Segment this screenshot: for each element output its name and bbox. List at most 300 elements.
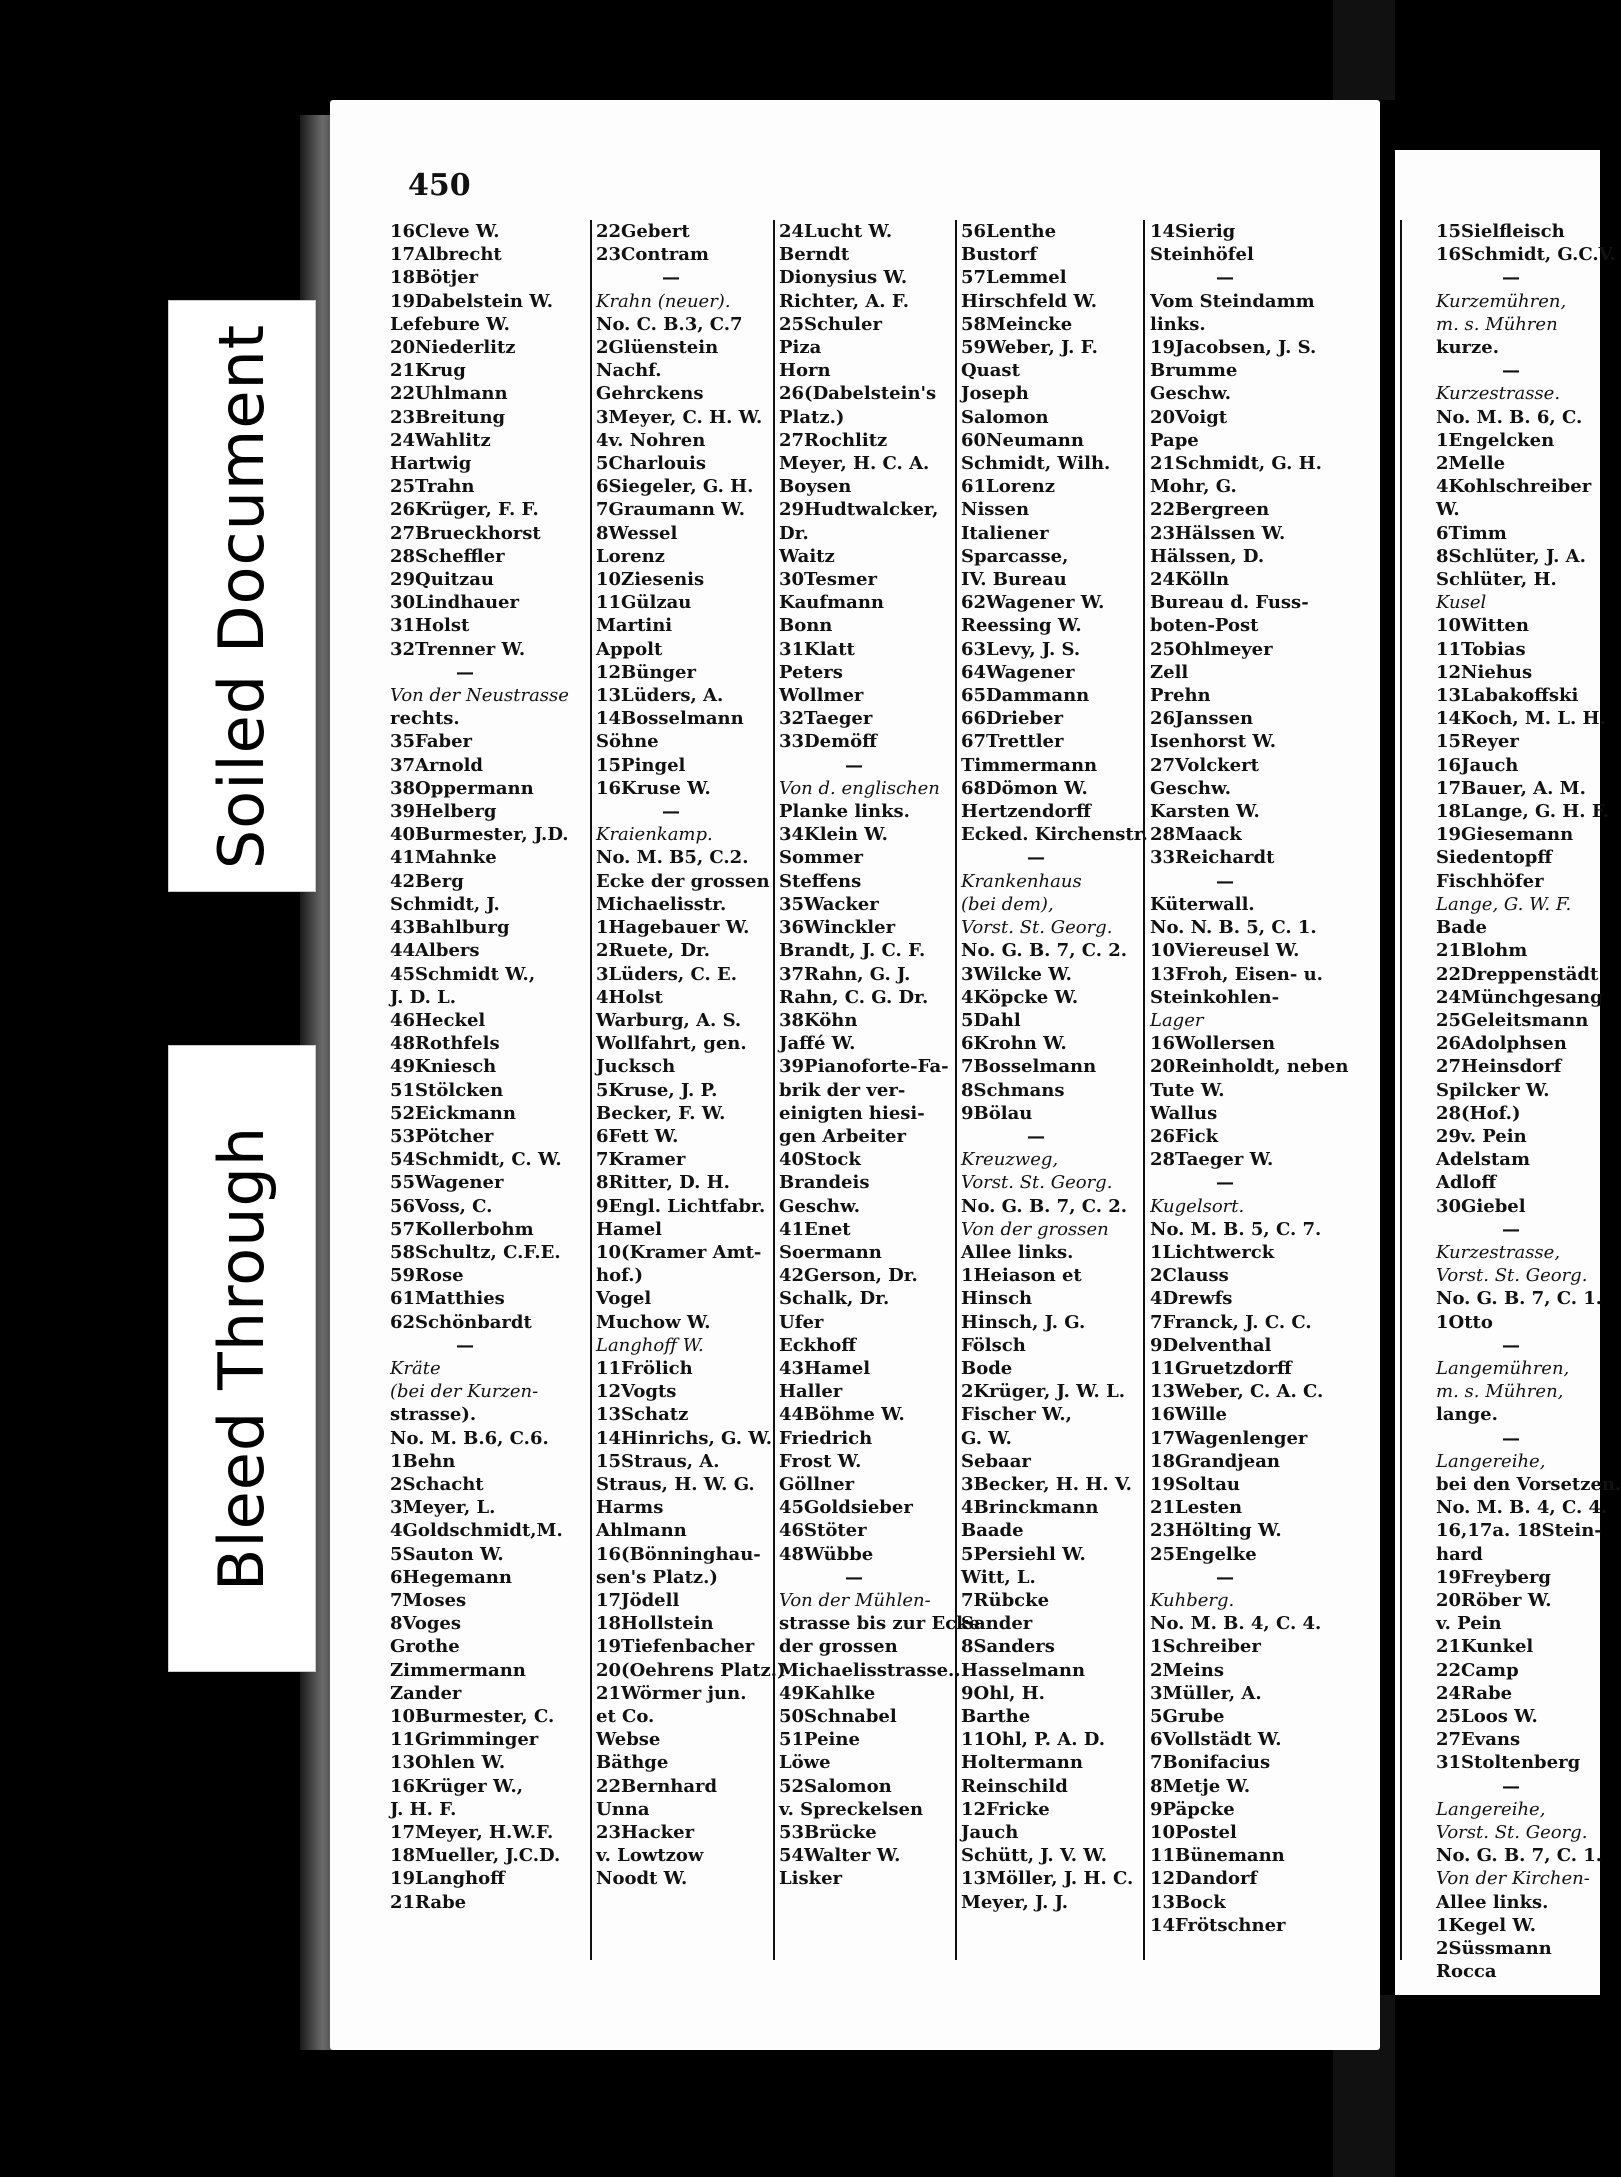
directory-line: Webse: [596, 1729, 661, 1751]
directory-line: 1Schreiber: [1150, 1636, 1261, 1658]
directory-line: 55Wagener: [390, 1172, 504, 1194]
directory-line: Vorst. St. Georg.: [961, 917, 1113, 939]
directory-line: 18Lange, G. H. F.: [1436, 801, 1610, 823]
directory-line: Spilcker W.: [1436, 1079, 1550, 1101]
directory-line: 2Krüger, J. W. L.: [961, 1381, 1126, 1403]
directory-line: 30Giebel: [1436, 1195, 1526, 1217]
directory-line: No. C. B.3, C.7: [596, 313, 743, 335]
directory-line: 26Krüger, F. F.: [390, 499, 539, 521]
directory-line: Lager: [1150, 1009, 1204, 1031]
soiled-document-label: [168, 300, 316, 892]
directory-line: Fischer W.,: [961, 1404, 1072, 1426]
directory-line: 22Bergreen: [1150, 499, 1270, 521]
directory-line: 27Heinsdorf: [1436, 1056, 1562, 1078]
directory-line: 5Grube: [1150, 1706, 1225, 1727]
directory-line: Kurzestrasse.: [1436, 383, 1561, 405]
directory-line: brik der ver-: [779, 1079, 906, 1101]
directory-line: 39Pianoforte-Fa-: [779, 1056, 949, 1078]
directory-line: —: [456, 1334, 474, 1356]
directory-line: Straus, H. W. G.: [596, 1473, 755, 1495]
directory-line: strasse).: [390, 1404, 477, 1426]
directory-line: 11Grimminger: [390, 1729, 539, 1751]
directory-line: 16Wille: [1150, 1404, 1227, 1426]
directory-line: 5Dahl: [961, 1009, 1021, 1031]
directory-line: v. Pein: [1436, 1613, 1502, 1635]
directory-line: 28Taeger W.: [1150, 1149, 1274, 1171]
directory-line: 9Engl. Lichtfabr.: [596, 1195, 766, 1217]
directory-line: 38Oppermann: [390, 777, 534, 799]
directory-line: 27Volckert: [1150, 754, 1259, 776]
directory-line: 22Dreppenstädt: [1436, 963, 1599, 985]
directory-line: 18Hollstein: [596, 1613, 714, 1635]
directory-line: Isenhorst W.: [1150, 731, 1277, 753]
directory-line: 53Brücke: [779, 1822, 877, 1844]
directory-line: 16,17a. 18Stein-: [1436, 1520, 1602, 1542]
directory-line: 4Köpcke W.: [961, 986, 1079, 1008]
directory-line: 36Winckler: [779, 917, 896, 939]
directory-line: 1Engelcken: [1436, 429, 1555, 451]
directory-line: Waitz: [779, 545, 835, 567]
directory-line: 1Behn: [390, 1450, 456, 1472]
directory-line: Eckhoff: [779, 1334, 857, 1356]
directory-line: 3Meyer, L.: [390, 1497, 496, 1519]
directory-column-3: [779, 220, 980, 1891]
directory-line: Wollmer: [779, 685, 864, 707]
directory-line: Timmermann: [961, 754, 1098, 776]
directory-line: Prehn: [1150, 685, 1211, 707]
directory-line: 16Schmidt, G.C.V.: [1436, 244, 1616, 266]
directory-line: 23Contram: [596, 244, 709, 266]
directory-line: Hartwig: [390, 453, 472, 475]
directory-line: 8Schmans: [961, 1079, 1065, 1101]
directory-line: Salomon: [961, 406, 1049, 428]
directory-line: 23Hacker: [596, 1822, 695, 1844]
directory-line: Planke links.: [779, 801, 910, 823]
directory-line: W.: [1436, 499, 1460, 521]
directory-line: Schalk, Dr.: [779, 1288, 890, 1310]
directory-line: 11Ohl, P. A. D.: [961, 1729, 1106, 1751]
directory-line: Hälssen, D.: [1150, 545, 1265, 567]
directory-line: 31Klatt: [779, 638, 855, 660]
directory-line: 56Lenthe: [961, 221, 1057, 242]
directory-line: Richter, A. F.: [779, 290, 910, 312]
directory-line: Mohr, G.: [1150, 476, 1237, 498]
directory-line: Allee links.: [961, 1241, 1074, 1263]
directory-column-2: [596, 220, 786, 1891]
directory-line: 45Goldsieber: [779, 1497, 913, 1519]
directory-line: 18Grandjean: [1150, 1450, 1280, 1472]
directory-line: 57Lemmel: [961, 267, 1067, 289]
directory-line: gen Arbeiter: [779, 1125, 906, 1147]
directory-line: 7Graumann W.: [596, 499, 745, 521]
directory-line: Reinschild: [961, 1775, 1068, 1797]
directory-line: Geschw.: [1150, 777, 1231, 799]
directory-line: 17Albrecht: [390, 244, 502, 266]
directory-line: 33Reichardt: [1150, 847, 1275, 869]
directory-line: Hasselmann: [961, 1659, 1086, 1681]
directory-line: Vogel: [596, 1288, 652, 1310]
directory-line: 6Siegeler, G. H.: [596, 476, 754, 498]
directory-line: 52Salomon: [779, 1775, 892, 1797]
directory-line: 6Vollstädt W.: [1150, 1729, 1282, 1751]
directory-line: 27Brueckhorst: [390, 522, 541, 544]
directory-line: Jauch: [961, 1822, 1019, 1844]
directory-line: No. M. B. 6, C.: [1436, 406, 1583, 428]
directory-line: 32Trenner W.: [390, 638, 526, 660]
directory-line: Von der Mühlen-: [779, 1589, 931, 1611]
directory-line: 2Schacht: [390, 1473, 484, 1495]
directory-line: Grothe: [390, 1636, 460, 1658]
bleed-through-text: Bleed Through: [205, 1125, 279, 1592]
directory-line: Sommer: [779, 847, 864, 869]
directory-line: 43Hamel: [779, 1357, 871, 1379]
directory-line: Jucksch: [596, 1056, 676, 1078]
directory-line: 42Gerson, Dr.: [779, 1265, 918, 1287]
directory-line: 1Otto: [1436, 1311, 1493, 1333]
directory-line: Berndt: [779, 244, 850, 266]
directory-line: 2Süssmann: [1436, 1938, 1552, 1960]
directory-line: Meyer, H. C. A.: [779, 453, 930, 475]
directory-line: Hinsch, J. G.: [961, 1311, 1086, 1333]
directory-line: Baade: [961, 1520, 1024, 1542]
directory-line: Langereihe,: [1436, 1450, 1546, 1472]
directory-line: Warburg, A. S.: [596, 1009, 742, 1031]
directory-line: Unna: [596, 1798, 650, 1820]
directory-line: 14Hinrichs, G. W.: [596, 1427, 772, 1449]
directory-line: 21Schmidt, G. H.: [1150, 453, 1322, 475]
directory-line: 62Schönbardt: [390, 1311, 532, 1333]
directory-line: Vorst. St. Georg.: [1436, 1822, 1588, 1844]
directory-line: 51Peine: [779, 1729, 860, 1751]
directory-line: Meyer, J. J.: [961, 1891, 1069, 1913]
directory-line: 13Froh, Eisen- u.: [1150, 963, 1323, 985]
directory-line: m. s. Mühren: [1436, 313, 1558, 335]
directory-line: 14Frötschner: [1150, 1914, 1286, 1936]
directory-line: 59Weber, J. F.: [961, 337, 1098, 359]
directory-line: 20Reinholdt, neben: [1150, 1056, 1349, 1078]
directory-line: 29Hudtwalcker,: [779, 499, 939, 521]
directory-line: Bade: [1436, 917, 1487, 939]
directory-line: Kraienkamp.: [596, 824, 713, 846]
directory-line: 23Hölting W.: [1150, 1520, 1282, 1542]
directory-line: 19Freyberg: [1436, 1566, 1552, 1588]
directory-line: 4Drewfs: [1150, 1288, 1233, 1310]
directory-line: v. Spreckelsen: [779, 1798, 924, 1820]
directory-line: 46Stöter: [779, 1520, 867, 1542]
directory-line: 51Stölcken: [390, 1079, 504, 1101]
directory-line: Geschw.: [1150, 383, 1231, 405]
directory-line: 30Tesmer: [779, 569, 877, 591]
directory-line: 59Rose: [390, 1265, 464, 1287]
directory-line: 41Mahnke: [390, 847, 497, 869]
directory-line: Krankenhaus: [961, 870, 1082, 892]
directory-line: Schütt, J. V. W.: [961, 1845, 1107, 1867]
directory-line: No. M. B. 5, C. 7.: [1150, 1218, 1322, 1240]
directory-line: J. D. L.: [390, 986, 457, 1008]
directory-line: 17Jödell: [596, 1589, 680, 1611]
directory-line: 58Meincke: [961, 313, 1073, 335]
directory-line: 21Lesten: [1150, 1497, 1243, 1519]
directory-line: 26Adolphsen: [1436, 1033, 1567, 1055]
directory-line: 9Bölau: [961, 1102, 1033, 1124]
directory-line: Witt, L.: [961, 1566, 1036, 1588]
directory-line: J. H. F.: [390, 1798, 457, 1820]
directory-line: Quast: [961, 360, 1020, 382]
directory-line: 40Stock: [779, 1149, 861, 1171]
directory-line: Hirschfeld W.: [961, 290, 1098, 312]
directory-line: 24Rabe: [1436, 1682, 1513, 1704]
directory-line: 29v. Pein: [1436, 1125, 1527, 1147]
directory-line: lange.: [1436, 1404, 1498, 1426]
directory-line: 26Janssen: [1150, 708, 1254, 730]
directory-line: 38Köhn: [779, 1009, 858, 1031]
directory-line: 54Schmidt, C. W.: [390, 1149, 562, 1171]
directory-line: 17Wagenlenger: [1150, 1427, 1308, 1449]
directory-line: Sparcasse,: [961, 545, 1069, 567]
directory-line: rechts.: [390, 708, 460, 730]
directory-line: Wallus: [1150, 1102, 1218, 1124]
directory-line: Bonn: [779, 615, 833, 637]
directory-line: 49Kniesch: [390, 1056, 497, 1078]
directory-line: Nissen: [961, 499, 1030, 521]
directory-line: 20Voigt: [1150, 406, 1228, 428]
directory-line: Becker, F. W.: [596, 1102, 726, 1124]
directory-line: kurze.: [1436, 337, 1499, 359]
directory-line: 20Röber W.: [1436, 1589, 1552, 1611]
directory-line: 68Dömon W.: [961, 777, 1088, 799]
directory-line: IV. Bureau: [961, 569, 1067, 591]
directory-line: 7Franck, J. C. C.: [1150, 1311, 1312, 1333]
directory-line: Kreuzweg,: [961, 1149, 1059, 1171]
directory-line: Kusel: [1436, 592, 1487, 614]
directory-line: Kaufmann: [779, 592, 885, 614]
directory-line: 31Holst: [390, 615, 470, 637]
directory-line: —: [1027, 1125, 1045, 1147]
directory-line: Barthe: [961, 1706, 1031, 1727]
directory-line: 24Münchgesang: [1436, 986, 1603, 1008]
directory-line: 4v. Nohren: [596, 429, 706, 451]
directory-line: 16Wollersen: [1150, 1033, 1276, 1055]
directory-line: 11Frölich: [596, 1357, 693, 1379]
directory-line: 27Rochlitz: [779, 429, 888, 451]
directory-line: 25Ohlmeyer: [1150, 638, 1273, 660]
directory-line: 20Niederlitz: [390, 337, 516, 359]
directory-line: Sander: [961, 1613, 1033, 1635]
directory-line: (bei dem),: [961, 893, 1054, 915]
directory-line: No. M. B5, C.2.: [596, 847, 749, 869]
directory-line: 28Scheffler: [390, 545, 505, 567]
directory-line: 19Jacobsen, J. S.: [1150, 337, 1317, 359]
directory-line: Bäthge: [596, 1752, 669, 1774]
directory-line: —: [1502, 1775, 1520, 1797]
directory-line: m. s. Mühren,: [1436, 1381, 1564, 1403]
directory-line: 35Wacker: [779, 893, 879, 915]
directory-line: 63Levy, J. S.: [961, 638, 1081, 660]
directory-line: 13Labakoffski: [1436, 685, 1579, 707]
directory-line: Noodt W.: [596, 1868, 688, 1890]
directory-line: 23Hälssen W.: [1150, 522, 1286, 544]
directory-line: Italiener: [961, 522, 1049, 544]
directory-line: Krahn (neuer).: [596, 290, 731, 312]
directory-line: sen's Platz.): [596, 1566, 718, 1588]
directory-line: (bei der Kurzen-: [390, 1381, 539, 1403]
directory-line: Fölsch: [961, 1334, 1026, 1356]
directory-line: 2Glüenstein: [596, 337, 719, 359]
directory-line: 12Bünger: [596, 661, 696, 683]
directory-line: 23Breitung: [390, 406, 506, 428]
directory-line: 1Heiason et: [961, 1265, 1082, 1287]
dark-stripe-top: [1333, 0, 1395, 100]
directory-line: Piza: [779, 337, 822, 359]
directory-line: Rahn, C. G. Dr.: [779, 986, 929, 1008]
directory-line: —: [1502, 267, 1520, 289]
directory-line: 15Reyer: [1436, 731, 1519, 753]
directory-line: Hinsch: [961, 1288, 1033, 1310]
directory-line: 43Bahlburg: [390, 917, 510, 939]
directory-line: 16(Bönninghau-: [596, 1543, 761, 1565]
directory-line: 54Walter W.: [779, 1845, 901, 1867]
directory-line: 25Schuler: [779, 313, 882, 335]
directory-line: Ecke der grossen: [596, 870, 770, 892]
directory-line: 39Helberg: [390, 801, 497, 823]
directory-line: 13Lüders, A.: [596, 685, 724, 707]
directory-line: 4Goldschmidt,M.: [390, 1520, 563, 1542]
directory-line: 53Pötcher: [390, 1125, 494, 1147]
directory-line: 28(Hof.): [1436, 1102, 1521, 1124]
directory-line: Vorst. St. Georg.: [961, 1172, 1113, 1194]
directory-line: 14Sierig: [1150, 221, 1236, 242]
directory-line: boten-Post: [1150, 615, 1259, 637]
directory-line: Schmidt, J.: [390, 893, 500, 915]
directory-line: 1Lichtwerck: [1150, 1241, 1275, 1263]
directory-line: Sebaar: [961, 1450, 1031, 1472]
directory-line: 44Albers: [390, 940, 480, 962]
directory-line: G. W.: [961, 1427, 1012, 1449]
directory-line: —: [1216, 267, 1234, 289]
directory-line: links.: [1150, 313, 1206, 335]
directory-line: 21Krug: [390, 360, 466, 382]
directory-line: No. G. B. 7, C. 1.: [1436, 1288, 1603, 1310]
directory-line: Zimmermann: [390, 1659, 526, 1681]
directory-line: 16Kruse W.: [596, 777, 711, 799]
directory-line: 5Charlouis: [596, 453, 706, 475]
directory-line: —: [662, 801, 680, 823]
directory-line: 37Rahn, G. J.: [779, 963, 911, 985]
directory-line: Schlüter, H.: [1436, 569, 1557, 591]
directory-line: 25Loos W.: [1436, 1706, 1538, 1727]
directory-line: Schmidt, Wilh.: [961, 453, 1111, 475]
directory-line: No. G. B. 7, C. 2.: [961, 940, 1128, 962]
directory-line: Tute W.: [1150, 1079, 1225, 1101]
directory-line: 42Berg: [390, 870, 464, 892]
directory-line: 5Sauton W.: [390, 1543, 504, 1565]
directory-line: 25Engelke: [1150, 1543, 1257, 1565]
directory-line: Steinhöfel: [1150, 244, 1254, 266]
directory-line: 14Koch, M. L. H.: [1436, 708, 1606, 730]
directory-line: Jaffé W.: [779, 1033, 856, 1055]
directory-line: 46Heckel: [390, 1009, 486, 1031]
directory-line: Hamel: [596, 1218, 663, 1240]
directory-line: Zell: [1150, 661, 1189, 683]
directory-line: 7Bosselmann: [961, 1056, 1097, 1078]
directory-line: Ecked. Kirchenstr.: [961, 824, 1148, 846]
directory-line: 7Rübcke: [961, 1589, 1050, 1611]
directory-line: Vorst. St. Georg.: [1436, 1265, 1588, 1287]
directory-line: 13Weber, C. A. C.: [1150, 1381, 1324, 1403]
directory-line: Ufer: [779, 1311, 824, 1333]
directory-line: 13Bock: [1150, 1891, 1226, 1913]
directory-line: Ahlmann: [596, 1520, 687, 1542]
directory-line: 9Ohl, H.: [961, 1682, 1045, 1704]
directory-line: Karsten W.: [1150, 801, 1260, 823]
directory-line: Soermann: [779, 1241, 882, 1263]
directory-line: Harms: [596, 1497, 664, 1519]
directory-line: Dr.: [779, 522, 809, 544]
directory-line: 56Voss, C.: [390, 1195, 493, 1217]
directory-line: 37Arnold: [390, 754, 484, 776]
soiled-document-text: Soiled Document: [205, 323, 279, 869]
directory-line: 15Straus, A.: [596, 1450, 720, 1472]
directory-line: 32Taeger: [779, 708, 873, 730]
directory-line: 7Bonifacius: [1150, 1752, 1271, 1774]
directory-line: 52Eickmann: [390, 1102, 516, 1124]
directory-line: 15Pingel: [596, 754, 686, 776]
directory-line: Martini: [596, 615, 673, 637]
directory-line: Söhne: [596, 731, 659, 753]
directory-line: 25Trahn: [390, 476, 475, 498]
directory-line: Adelstam: [1436, 1149, 1530, 1171]
directory-line: 8Ritter, D. H.: [596, 1172, 730, 1194]
directory-line: Kuhberg.: [1150, 1589, 1235, 1611]
directory-line: 24Lucht W.: [779, 221, 893, 242]
directory-line: Fischhöfer: [1436, 870, 1544, 892]
directory-line: Göllner: [779, 1473, 855, 1495]
directory-line: 22Bernhard: [596, 1775, 718, 1797]
directory-line: 10Burmester, C.: [390, 1706, 555, 1727]
directory-line: 22Gebert: [596, 221, 690, 242]
directory-line: Wollfahrt, gen.: [596, 1033, 747, 1055]
directory-line: 10(Kramer Amt-: [596, 1241, 762, 1263]
directory-line: 17Meyer, H.W.F.: [390, 1822, 554, 1844]
directory-line: 8Metje W.: [1150, 1775, 1251, 1797]
directory-line: Rocca: [1436, 1961, 1497, 1983]
directory-line: 6Hegemann: [390, 1566, 512, 1588]
directory-line: 58Schultz, C.F.E.: [390, 1241, 561, 1263]
directory-line: Michaelisstr.: [596, 893, 727, 915]
directory-line: 13Ohlen W.: [390, 1752, 506, 1774]
directory-line: Gehrckens: [596, 383, 704, 405]
directory-line: —: [662, 267, 680, 289]
directory-line: hof.): [596, 1265, 643, 1287]
directory-line: 4Kohlschreiber: [1436, 476, 1592, 498]
directory-line: bei den Vorsetzen.: [1436, 1473, 1621, 1495]
directory-line: Joseph: [961, 383, 1029, 405]
directory-line: Von der Neustrasse: [390, 685, 569, 707]
directory-line: Kurzestrasse,: [1436, 1241, 1561, 1263]
directory-line: Boysen: [779, 476, 852, 498]
directory-line: 17Bauer, A. M.: [1436, 777, 1586, 799]
directory-line: 20(Oehrens Platz.): [596, 1659, 786, 1681]
directory-line: 21Blohm: [1436, 940, 1528, 962]
directory-line: 1Hagebauer W.: [596, 917, 750, 939]
directory-line: der grossen: [779, 1636, 898, 1658]
directory-line: No. G. B. 7, C. 2.: [961, 1195, 1128, 1217]
column-rule: [590, 220, 592, 1960]
directory-line: 45Schmidt W.,: [390, 963, 536, 985]
directory-line: Michaelisstrasse..: [779, 1659, 961, 1681]
directory-line: Appolt: [596, 638, 663, 660]
directory-line: Steinkohlen-: [1150, 986, 1280, 1008]
